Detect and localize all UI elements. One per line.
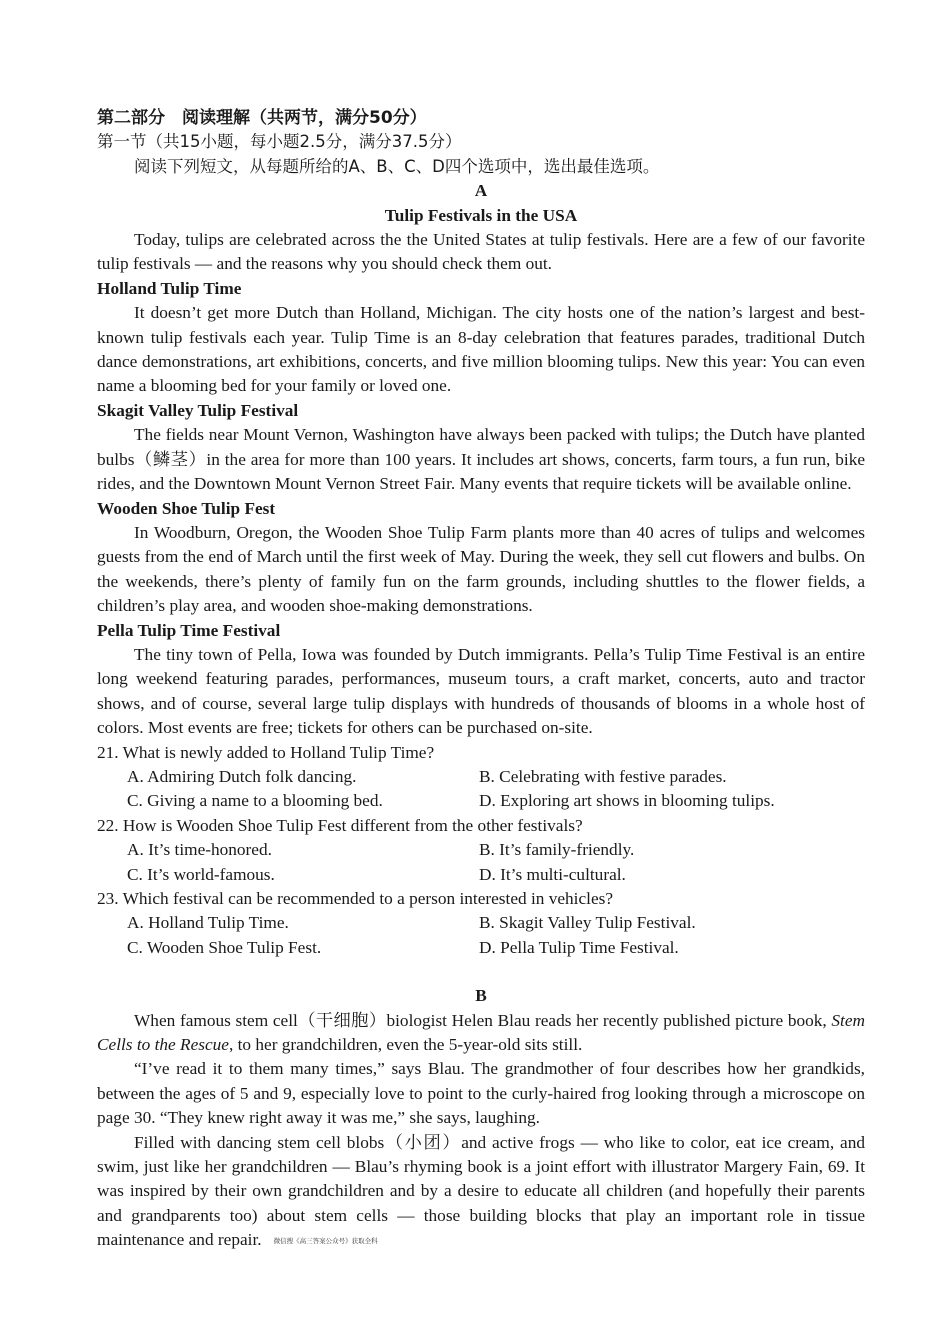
instructions: 阅读下列短文，从每题所给的A、B、C、D四个选项中，选出最佳选项。 [134, 156, 660, 176]
section-text: The fields near Mount Vernon, Washington have always been packed with tulips; the Dutch have planted bulbs（鳞茎）in the area for more than 100 years. It includes art shows, concerts, farm tours, a fun run, bike rides, and the Downtown Mount Vernon Street Fair. Many events that require tickets will be available online. [97, 425, 865, 494]
text-run: Filled with dancing stem cell blobs（小团）and active frogs — who like to color, eat ice cream, and swim, just like her grandchildren — Blau’s rhyming book is a joint effort with illustrator Margery Fain, 69. It was inspired by their own grandchildren and by a desire to educate all children (and hopefully their parents and grandparents too) about stem cells — those building blocks that play an important role in tissue maintenance and repair. [97, 1132, 865, 1250]
option: D. It’s multi-cultural. [479, 864, 626, 884]
question-stem: 23. Which festival can be recommended to a person interested in vehicles? [97, 889, 614, 908]
option: A. Holland Tulip Time. [127, 913, 289, 933]
section-text: It doesn’t get more Dutch than Holland, Michigan. The city hosts one of the nation’s largest and best-known tulip festivals each year. Tulip Time is an 8-day celebration that features parades, traditional Dutch dance demonstrations, art exhibitions, concerts, and five million blooming tulips. New this year: You can even name a blooming bed for your family or loved one. [97, 303, 865, 396]
question-stem: 21. What is newly added to Holland Tulip Time? [97, 742, 435, 762]
option: D. Exploring art shows in blooming tulips. [479, 791, 775, 811]
spacer [97, 960, 865, 984]
section-heading: Wooden Shoe Tulip Fest [97, 498, 276, 518]
passage-a-title: Tulip Festivals in the USA [384, 205, 578, 225]
option-row [97, 765, 865, 789]
section-heading: Holland Tulip Time [97, 278, 242, 298]
option: B. Celebrating with festive parades. [479, 766, 727, 786]
book-title: Stem Cells to the Rescue [97, 1010, 865, 1055]
option: B. Skagit Valley Tulip Festival. [479, 913, 696, 933]
section-text: The tiny town of Pella, Iowa was founded by Dutch immigrants. Pella’s Tulip Time Festival is an entire long weekend featuring parades, performances, museum tours, a craft market, concerts, auto and tractor shows, and of course, several large tulip displays with hundreds of thousands of blooms in a whole host of colors. Most events are free; tickets for others can be purchased on-site. [97, 644, 865, 738]
option: D. Pella Tulip Time Festival. [479, 937, 679, 957]
passage-b-paragraph: “I’ve read it to them many times,” says Blau. The grandmother of four describes how her grandkids, between the ages of 5 and 9, especially love to point to the curly-haired frog looking through a microscope on page 30. “They knew right away it was me,” she says, laughing. [97, 1059, 865, 1128]
section-heading: Skagit Valley Tulip Festival [97, 400, 299, 420]
option-row [97, 863, 865, 887]
passage-a-intro: Today, tulips are celebrated across the the United States at tulip festivals. Here are a few of our favorite tulip festivals — and the reasons why you should check them out. [97, 230, 865, 274]
option: C. Wooden Shoe Tulip Fest. [127, 937, 322, 957]
option-row [97, 936, 865, 960]
option-row [97, 789, 865, 813]
question-stem: 22. How is Wooden Shoe Tulip Fest different from the other festivals? [97, 815, 583, 835]
option: B. It’s family-friendly. [479, 840, 635, 860]
section-text: In Woodburn, Oregon, the Wooden Shoe Tulip Farm plants more than 40 acres of tulips and welcomes guests from the end of March until the first week of May. During the week, they sell cut flowers and bulbs. On the weekends, there’s plenty of family fun on the farm grounds, including shuttles to the flower fields, a children’s play area, and wooden shoe-making demonstrations. [97, 522, 865, 616]
text-run: , to her grandchildren, even the 5-year-old sits still. [228, 1035, 583, 1055]
option: A. Admiring Dutch folk dancing. [127, 766, 357, 786]
passage-a-label: A [474, 181, 488, 201]
text-run: When famous stem cell（干细胞）biologist Helen Blau reads her recently published picture book, [134, 1010, 832, 1030]
section-heading: Pella Tulip Time Festival [97, 620, 281, 640]
section-title: 第一节（共15小题，每小题2.5分，满分37.5分） [97, 132, 462, 152]
passage-b-paragraph [97, 1009, 865, 1058]
option-row [97, 838, 865, 862]
part-title: 第二部分 阅读理解（共两节，满分50分） [97, 108, 427, 128]
option: A. It’s time-honored. [127, 840, 272, 860]
exam-page [97, 106, 865, 1254]
option-row [97, 911, 865, 935]
option: C. Giving a name to a blooming bed. [127, 791, 383, 811]
passage-b-label: B [475, 986, 487, 1006]
option: C. It’s world-famous. [127, 864, 275, 884]
passage-b-paragraph [97, 1131, 865, 1254]
watermark-text: 微信搜《高三答案公众号》获取全科 [273, 1237, 378, 1246]
